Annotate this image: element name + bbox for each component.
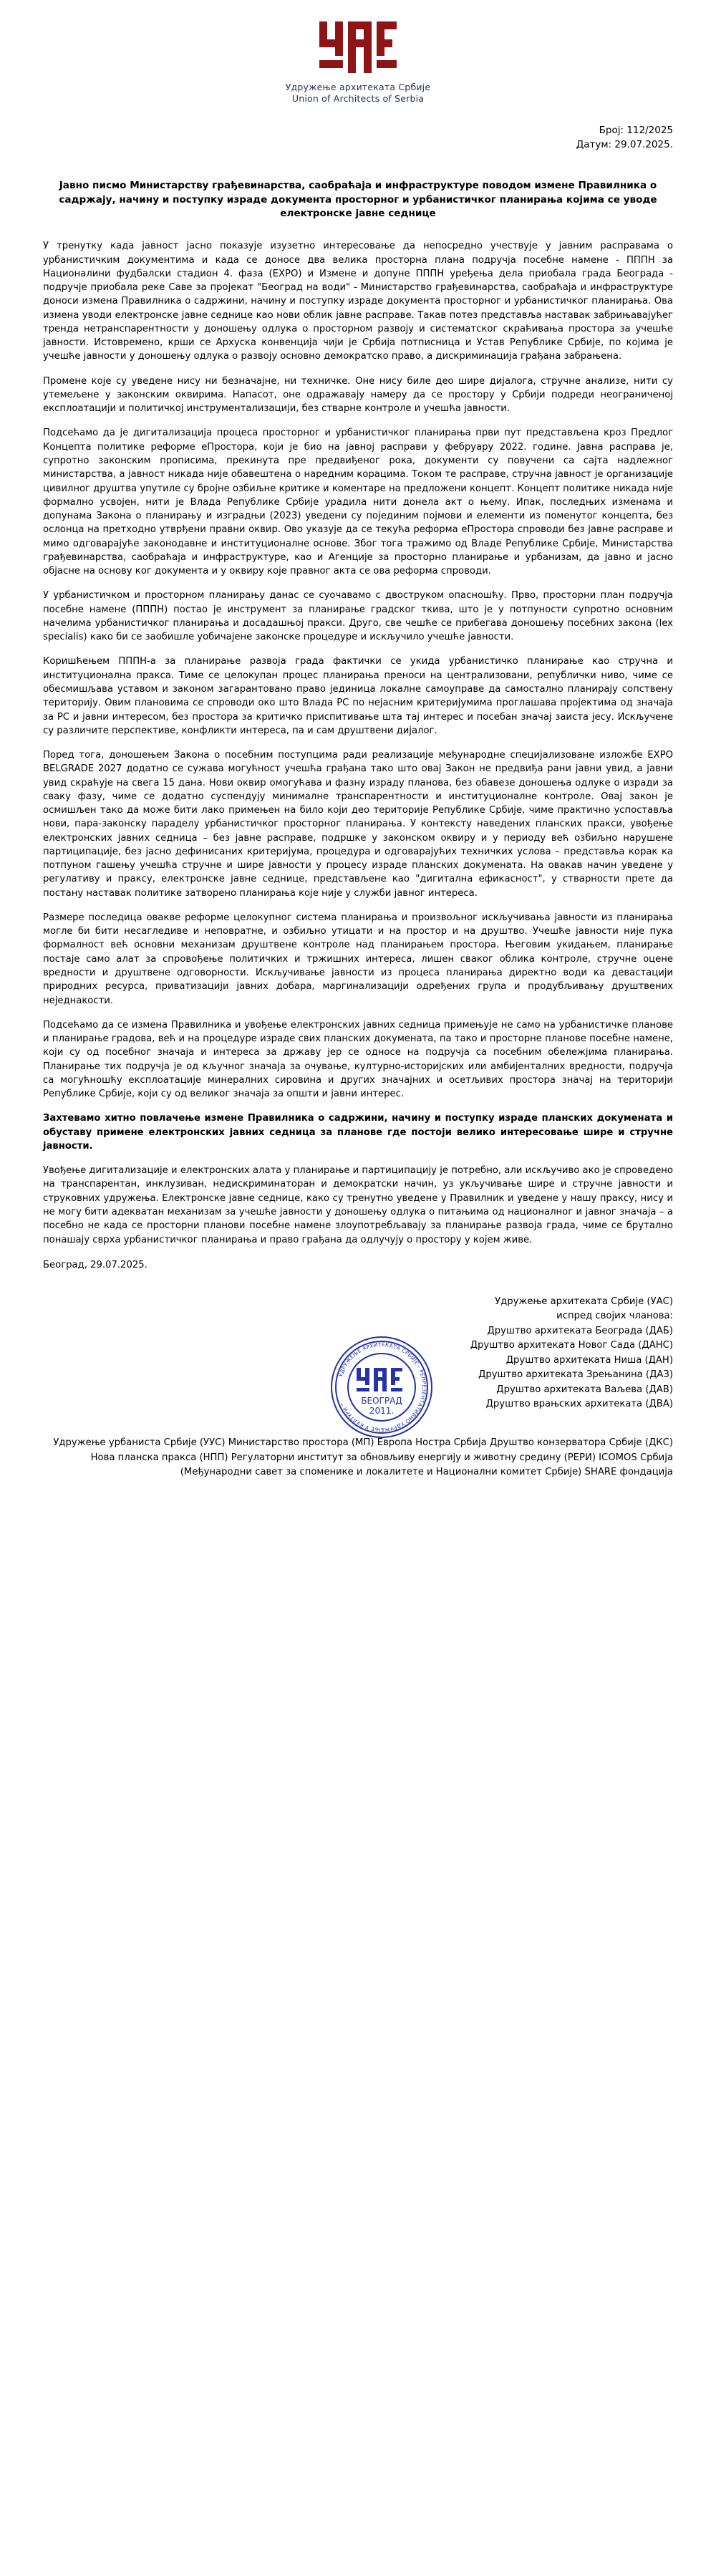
paragraph: Увођење дигитализације и електронских алата у планирање и партиципацију је потребно, али искључиво ако је спроведено на транспарентан, инклузиван, недискриминаторан и демократски начин, уз укључивање шире и стручне јавности и струковних удружења. Електронске јавне седнице, како су тренутно уведене у Правилник и уведене у нашу праксу, нису и не могу бити адекватан механизам за учешће јавности у доношењу одлука о питањима од националног и јавног значаја – а посебно не када се просторни планови посебне намене злоупотребљавају за планирање развоја града, чиме се брутално понашају сврха урбанистичког планирања и право грађана да одлучују о простору у којем живе. bbox=[43, 1165, 673, 1245]
paragraph: Поред тога, доношењем Закона о посебним поступцима ради реализације међународне специјализоване изложбе EXPO BELGRADE 2027 додатно се сужава могућност учешћа грађана тако што овај Закон не предвиђа рани јавни увид, а јавни увид скраћује на свега 15 дана. Нови оквир омогућава и фазну израду планова, без обавезе доношења одлуке о изради за сваку фазу, чиме се додатно суспендују минималне транспарентности и институционалне контроле. Овај закон је осмишљен тако да може бити лако примењен на било који део територије Републике Србије, чиме практично успоставља нови, пара-законску параделу урбанистичког просторног планирања. У контексту наведених планских пракси, увођење електронских јавних седница – без јавне расправе, подршке у законском оквиру и у периоду већ озбиљно нарушене партиципације, без јасно дефинисаних критеријума, процедура и одговарајућих техничких услова – представља корак ка потпуном гашењу учешћа стручне и шире јавности у процесу израде планских докумената. На овакав начин уведене у регулативу и праксу, електронске јавне седнице, представљене као "дигитална ефикасност", у стварности прете да постану наставак политике затворено планирања које није у служби јавног интереса. bbox=[43, 750, 673, 899]
place-and-date: Београд, 29.07.2025. bbox=[43, 1259, 147, 1270]
org-name-english: Union of Architects of Serbia bbox=[291, 92, 425, 104]
svg-text:БЕОГРАД: БЕОГРАД bbox=[361, 1395, 402, 1406]
document-body bbox=[43, 239, 673, 1247]
svg-text:УДРУЖЕЊЕ АРХИТЕКАТА СРБИЈЕ - Р: УДРУЖЕЊЕ АРХИТЕКАТА СРБИЈЕ - РЕПРЕЗЕНТАТИВНО УДРУЖЕЊЕ У КУЛТУРИ * bbox=[337, 1341, 428, 1433]
signatory-line: Друштво конзерватора Србије (ДКС) bbox=[489, 1437, 673, 1449]
letterhead bbox=[43, 0, 673, 104]
signatories-primary bbox=[43, 1295, 673, 1412]
paragraph: У урбанистичком и просторном планирању данас се суочавамо с двоструком опасношћу. Прво, просторни план подручја посебне намене (ПППН) постао је инструмент за планирање градског ткива, што је у потпуности супротно основним начелима урбанистичког планирања и досадашњој пракси. Друго, све чешће се прибегава доношењу посебних закона (lex specialis) како би се заобишле уобичајене законске процедуре и искључило учешће јавности. bbox=[43, 590, 673, 643]
paragraph-demand: Захтевамо хитно повлачење измене Правилника о садржини, начину и поступку израде планских докумената и обуставу примене електронских јавних седница за планове где постоји велико интересовање шире и стручне јавности. bbox=[43, 1113, 673, 1152]
signatory-line: Европа Ностра Србија bbox=[377, 1437, 487, 1449]
signatory-line: Удружење архитеката Србије (УАС) bbox=[495, 1296, 673, 1307]
signatory-line: Друштво врањских архитеката (ДВА) bbox=[485, 1398, 673, 1409]
paragraph: Коришћењем ПППН-а за планирање развоја града фактички се укида урбанистичко планирање као стручна и институционална пракса. Тиме се целокупан процес планирања преноси на централизовани, републички ниво, чиме се обесмишљава уставом и законом загарантовано право јединица локалне самоуправе да самостално планирају сопствену територију. Овим плановима се спроводи око што Влада РС по нејасним критеријумима проглашава пројектима од значаја за РС и јавни интересом, без простора за критичко приспитивање шта тај интерес и посебан значај заиста јесу. Искључене су различите перспективе, конфликти интереса, па и сам друштвени дијалог. bbox=[43, 656, 673, 736]
signatory-line: SHARE фондација bbox=[584, 1467, 673, 1478]
signatories-secondary bbox=[43, 1436, 673, 1480]
paragraph: Подсећамо да се измена Правилника и увођење електронских јавних седница примењује не само на урбанистичке планове и планирање градова, већ и на процедуре израде свих планских докумената, па тако и просторне планове посебне намене, који су од посебног значаја и интереса за државу јер се односе на подручја са посебним обележјима планирања. Планирање тих подручја је од кључног значаја за очување, културно-историјских или амбијенталних вредности, подручја са могућношћу експлоатације минералних сировина и других значајних и осетљивих простора значај на територији Републике Србије, који су од великог значаја за општи и јавни интерес. bbox=[43, 1019, 673, 1100]
signatory-line: Удружење урбаниста Србије (УУС) bbox=[53, 1437, 226, 1449]
signatory-line: Друштво архитеката Ниша (ДАН) bbox=[505, 1354, 673, 1366]
paragraph: У тренутку када јавност јасно показује изузетно интересовање да непосредно учествује у јавним расправама о урбанистичким документима и када се доносе два велика просторна плана подручја посебне намене - ПППН за Националини фудбалски стадион 4. фаза (ЕХРО) и Измене и допуне ПППН уређења дела приобала града Београда - подручје приобала реке Саве за пројекат "Београд на води" - Министарство грађевинарства, саобраћаја и инфраструктуре доноси измена Правилника о садржини, начину и поступку израде документа просторног и урбанистичког планирања. Ова измена уводи електронске јавне седнице као нови облик јавне расправе. Такав потез представља наставак забрињавајућег тренда нетранспарентности у доношењу одлука о просторном развоју и систематског скраћивања простора за учешће јавности. Истовремено, крши се Архуска конвенција чији је Србија потписница и Устав Републике Србије, по којима је учешће јавности у доношењу одлука о развоју основно демократско право, а дискриминација грађана забрањена. bbox=[43, 241, 673, 362]
signatory-line: Регулаторни институт за обновљиву енергију и животну средину (РЕРИ) bbox=[231, 1452, 596, 1463]
signatory-line: Нова планска пракса (НПП) bbox=[90, 1452, 228, 1463]
reference-number: Број: 112/2025 bbox=[599, 125, 673, 137]
reference-block bbox=[43, 124, 673, 152]
signatory-line: Друштво архитеката Београда (ДАБ) bbox=[487, 1325, 673, 1336]
paragraph: Размере последица овакве реформе целокупног система планирања и произвољног искључивања јавности из планирања могле би бити несагледиве и неповратне, и озбиљно утицати и на простор и на друштво. Учешће јавности није пука формалност већ основни механизам друштвене контроле над планирањем простора. Његовим укидањем, планирање постаје само алат за спровођење политичких и тржишних интереса, лишен сваког облика контроле, стручне оцене вредности и друштвене одговорности. Искључивање јавности из процеса планирања директно води ка девастацији природних ресурса, приватизацији јавних добара, маргинализацији одређених група и продубљивању друштвених неједнакости. bbox=[43, 912, 673, 1006]
svg-text:2011.: 2011. bbox=[369, 1405, 395, 1416]
signature-area bbox=[43, 1295, 673, 1531]
signatory-line: Друштво архитеката Новог Сада (ДАНС) bbox=[470, 1340, 673, 1351]
signatory-line: испред својих чланова: bbox=[556, 1311, 673, 1322]
reference-date: Датум: 29.07.2025. bbox=[576, 138, 673, 150]
signatory-line: Друштво архитеката Зрењанина (ДАЗ) bbox=[478, 1369, 673, 1381]
paragraph: Подсећамо да је дигитализација процеса просторног и урбанистичког планирања први пут представљена кроз Предлог Концепта политике реформе еПростора, који је био на јавној расправи у фебруару 2022. године. Јавна расправа је, супротно законским прописима, прекинута пре предвиђеног рока, документи су повучени са сајта надлежног министарства, а јавност никада није обавештена о наредним корацима. Током те расправе, стручна јавност је организације цивилног друштва упутиле су бројне озбиљне критике и коментаре на предложени концепт. Концепт политике никада није формално усвојен, нити је Влада Републике Србије урадила нити донела акт о њему. Ипак, последњих изменама и допунама Закона о планирању и изградњи (2023) уведени су појединим појмови и елементи из поменутог концепта, без ослонца на претходно утврђени правни оквир. Ово указује да се текућа реформа еПростора спроводи без јавне расправе и мимо одговарајуће законодавне и институционалне основе. Због тога тражимо од Владе Републике Србије, Министарства грађевинарства, саобраћаја и инфраструктуре, као и Агенције за просторно планирање и урбанизам, да јавно и јасно објасне на основу ког документа и у оквиру које правног акта се ова реформа спроводи. bbox=[43, 428, 673, 577]
paragraph: Промене које су уведене нису ни безначајне, ни техничке. Оне нису биле део шире дијалога, стручне анализе, нити су утемељене у законским оквирима. Напасот, оне одражавају намеру да се простору у Србији подреди неограниченој експлоатацији и политичкој инструментализацији, без стварне контроле и учешћа јавности. bbox=[43, 375, 673, 415]
signatory-line: Друштво архитеката Ваљева (ДАВ) bbox=[496, 1384, 673, 1395]
signatory-line: Министарство простора (МП) bbox=[228, 1437, 374, 1449]
signatory-line: ICOMOS Србија (Међународни савет за споменике и локалитете и Национални комитет Србије) bbox=[180, 1452, 673, 1478]
uas-logo-icon bbox=[318, 16, 398, 79]
document-title: Јавно писмо Министарству грађевинарства, саобраћаја и инфраструктуре поводом измене Правилника о садржају, начину и поступку израде документа просторног и урбанистичког планирања којима се уводе електронске јавне седнице bbox=[59, 180, 657, 219]
org-name-cyrillic: Удружење архитеката Србије bbox=[285, 82, 431, 92]
